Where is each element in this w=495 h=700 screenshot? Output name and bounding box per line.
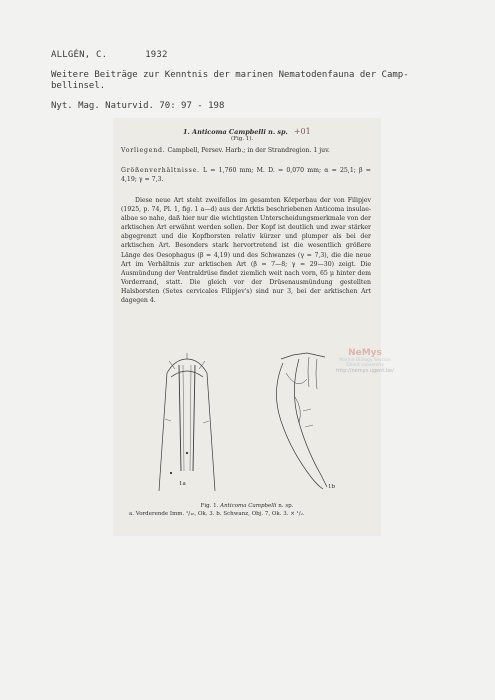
watermark-url: http://nemys.ugent.be/ — [336, 368, 394, 374]
author-name: ALLGÉN, C. — [51, 50, 108, 60]
species-heading — [183, 127, 311, 136]
article-title-line-1: Weitere Beiträge zur Kenntnis der marinen Nematodenfauna der Camp- — [51, 70, 409, 80]
article-title — [51, 70, 451, 92]
species-heading-text: 1. Anticoma Campbelli n. sp. — [183, 128, 288, 136]
figure-caption-line-1 — [121, 502, 373, 510]
caption-fig-number: Fig. 1. — [200, 503, 219, 509]
paragraph-locality-lead: Vorliegend. — [121, 147, 166, 154]
figure-reference: (Fig. 1). — [231, 136, 254, 142]
figure-caption — [121, 502, 373, 518]
article-title-line-2: bellinsel. — [51, 81, 106, 91]
figure-label-1b: 1b — [328, 484, 336, 490]
paragraph-measurements — [121, 166, 371, 184]
anterior-end-drawing — [159, 353, 215, 491]
caption-species: Anticoma Campbelli — [220, 503, 277, 509]
author-line — [51, 50, 451, 61]
figure-label-1a: 1a — [179, 481, 186, 487]
paragraph-locality — [121, 146, 371, 155]
handwritten-note: +01 — [293, 127, 311, 136]
watermark-line-1: Marine Biology Section — [339, 358, 391, 363]
figure-caption-line-2: a. Vorderende Imm. ¹/₁₆, Ok. 3. b. Schwanz, Obj. 7, Ok. 3. × ¹/₂. — [129, 511, 305, 517]
watermark-logo: NeMys — [348, 348, 382, 358]
paragraph-measurements-text: L = 1,760 mm; M. D. = 0,070 mm; α = 25,1; β = 4,19; γ = 7,3. — [121, 167, 371, 184]
watermark-line-2: Ghent University — [346, 363, 384, 368]
scanned-clipping — [113, 118, 394, 536]
paragraph-locality-text: Campbell, Persev. Harb.; in der Strandregion. 1 juv. — [165, 147, 330, 154]
journal-reference: Nyt. Mag. Naturvid. 70: 97 - 198 — [51, 101, 225, 111]
paragraph-description: Diese neue Art steht zweifellos im gesamten Körperbau der von Filipjev (1925, p. 74, Pl. 1, fig. 1 a—d) aus der Arktis beschriebenen Anticoma insulae-albae so nahe, daß hier nur die wichtigsten Unterscheidungsmerkmale von der arktischen Art erwähnt werden sollen. Der Kopf ist deutlich und zwar stärker abgegrenzt und die Kopfborsten relativ kürzer und plumper als bei der arktischen Art. Besonders stark hervortretend ist die wesentlich größere Länge des Oesophagus (β = 4,19) und des Schwanzes (γ = 7,3), die die neue Art im Verhältnis zur arktischen Art (β = 7—8; γ = 29—30) zeigt. Die Ausmündung der Ventraldrüse findet ziemlich weit nach vorn, 65 μ hinter dem Vorderrand, statt. Die gleich vor der Drüsenausmündung gestellten Halsborsten (Setes cervicales Filipjev's) sind nur 3, bei der arktischen Art dagegen 4. — [121, 197, 371, 305]
publication-year: 1932 — [145, 50, 168, 60]
reference-header — [51, 50, 451, 112]
paragraph-measurements-lead: Größenverhältnisse. — [121, 167, 200, 174]
caption-suffix: n. sp. — [276, 503, 294, 509]
nemys-watermark — [310, 348, 420, 374]
